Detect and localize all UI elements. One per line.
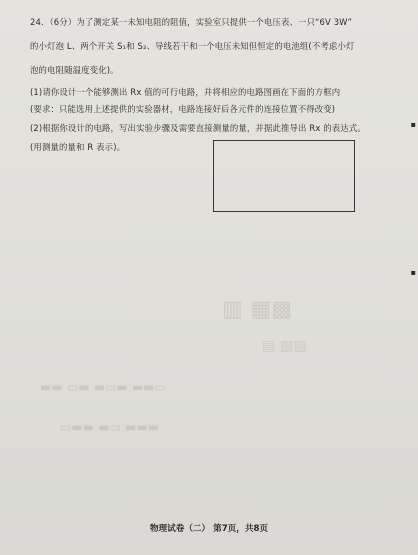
page-footer: 物理试卷（二） 第7页，共8页 [149, 524, 269, 534]
bleed-through-mark: ▭▬▬ ▬▭ ▬▬▬ [60, 420, 160, 434]
edge-mark: ▪ [410, 268, 416, 277]
question-part-1-line-2: (要求：只能选用上述提供的实验器材，电路连接好后各元件的连接位置不得改变) [30, 104, 336, 114]
question-part-1-line-1: (1)请你设计一个能够测出 Rx 值的可行电路，并将相应的电路图画在下面的方框内 [30, 87, 341, 97]
bleed-through-mark: ▤ ▧▨ [262, 338, 307, 354]
question-line-3: 泡的电阻随温度变化)。 [30, 65, 119, 75]
bleed-through-mark: ▥ ▦▩ [222, 296, 293, 322]
question-part-2-line-1: (2)根据你设计的电路，写出实验步骤及需要直接测量的量，并据此推导出 Rx 的表达式。 [30, 123, 366, 133]
edge-mark: ▪ [410, 120, 416, 129]
bleed-through-mark: ▬▬ ▭▬ ▬▭▬ ▬▬▭ [40, 380, 166, 394]
question-line-1: 24．（6分）为了测定某一未知电阻的阻值，实验室只提供一个电压表、一只“6V 3W” [30, 17, 353, 27]
circuit-drawing-box [213, 140, 355, 212]
question-line-2: 的小灯泡 L、两个开关 S₁和 S₂、导线若干和一个电压未知但恒定的电池组(不考虑小灯 [30, 41, 355, 51]
question-part-2-line-2: (用测量的量和 R 表示)。 [30, 142, 126, 152]
